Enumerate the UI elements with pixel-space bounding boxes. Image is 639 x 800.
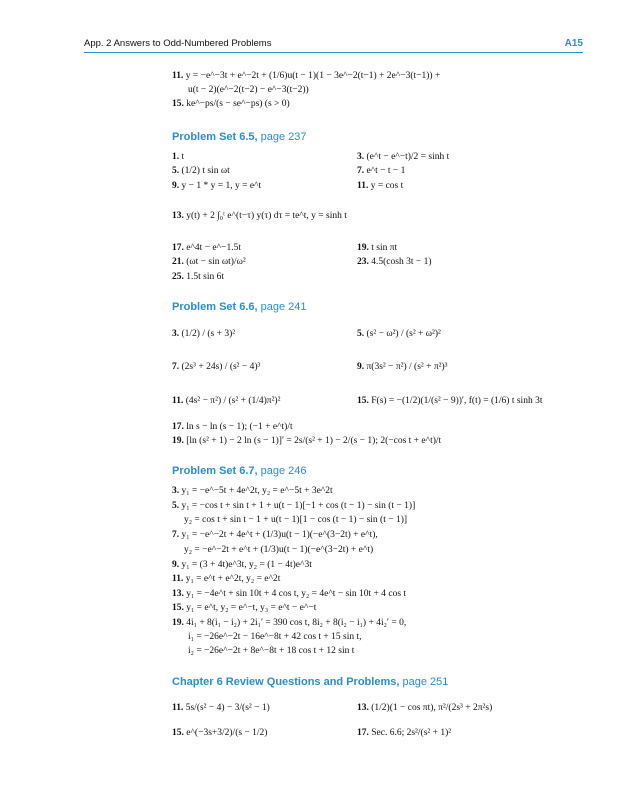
answer: 11. y = −e^−3t + e^−2t + (1/6)u(t − 1)(1 − 3e^−2(t−1) + 2e^−3(t−1)) + — [172, 71, 441, 81]
answer-continued: y₂ = −e^−2t + e^t + (1/3)u(t − 1)(−e^(3−2t) + e^t) — [184, 545, 374, 555]
running-header — [84, 38, 583, 52]
answer: 7. y₁ = −e^−2t + 4e^t + (1/3)u(t − 1)(−e^(3−2t) + e^t), — [172, 530, 378, 540]
answer: 13. y₁ = −4e^t + sin 10t + 4 cos t, y₂ = 4e^t − sin 10t + 4 cos t — [172, 589, 407, 599]
answer: 11. y = cos t — [357, 181, 404, 191]
answer: 3. (e^t − e^−t)/2 = sinh t — [357, 152, 450, 162]
answer: 15. ke^−ps/(s − se^−ps) (s > 0) — [172, 99, 290, 109]
section-heading: Problem Set 6.6, page 241 — [172, 301, 307, 313]
answer: 3. y₁ = −e^−5t + 4e^2t, y₂ = e^−5t + 3e^2t — [172, 486, 333, 496]
answer: 5. (s² − ω²) / (s² + ω²)² — [357, 329, 441, 339]
answer: 13. (1/2)(1 − cos πt), π²/(2s³ + 2π²s) — [357, 703, 493, 713]
answer: 5. y₁ = −cos t + sin t + 1 + u(t − 1)[−1 + cos (t − 1) − sin (t − 1)] — [172, 501, 416, 511]
answer: 9. π(3s² − π²) / (s² + π²)³ — [357, 362, 448, 372]
answer-continued: u(t − 2)(e^−2(t−2) − e^−3(t−2)) — [188, 85, 309, 95]
answer: 25. 1.5t sin 6t — [172, 272, 224, 282]
header-rule — [84, 52, 583, 53]
answer: 19. t sin πt — [357, 243, 398, 253]
answer: 7. e^t − t − 1 — [357, 166, 406, 176]
section-heading: Chapter 6 Review Questions and Problems, page 251 — [172, 676, 449, 688]
answer: 13. y(t) + 2 ∫₀ᵗ e^(t−τ) y(τ) dτ = te^t, y = sinh t — [172, 211, 347, 221]
answer: 15. y₁ = e^t, y₂ = e^−t, y₃ = e^t − e^−t — [172, 603, 317, 613]
answer: 3. (1/2) / (s + 3)² — [172, 329, 236, 339]
answer-continued: i₂ = −26e^−2t + 8e^−8t + 18 cos t + 12 sin t — [188, 646, 355, 656]
answer: 19. [ln (s² + 1) − 2 ln (s − 1)]′ = 2s/(s² + 1) − 2/(s − 1); 2(−cos t + e^t)/t — [172, 436, 442, 446]
answer-continued: i₁ = −26e^−2t − 16e^−8t + 42 cos t + 15 sin t, — [188, 632, 362, 642]
answer: 17. ln s − ln (s − 1); (−1 + e^t)/t — [172, 422, 293, 432]
section-heading: Problem Set 6.5, page 237 — [172, 131, 307, 143]
page-number: A15 — [564, 38, 583, 49]
answer: 17. e^4t − e^−1.5t — [172, 243, 241, 253]
answer: 23. 4.5(cosh 3t − 1) — [357, 257, 432, 267]
answer: 9. y₁ = (3 + 4t)e^3t, y₂ = (1 − 4t)e^3t — [172, 560, 312, 570]
answer: 11. y₁ = e^t + e^2t, y₂ = e^2t — [172, 574, 281, 584]
answer: 19. 4i₁ + 8(i₁ − i₂) + 2i₁′ = 390 cos t, 8i₂ + 8(i₂ − i₁) + 4i₂′ = 0, — [172, 618, 407, 628]
answer: 15. e^(−3s+3/2)/(s − 1/2) — [172, 728, 268, 738]
answer-continued: y₂ = cos t + sin t − 1 + u(t − 1)[1 − cos (t − 1) − sin (t − 1)] — [184, 515, 408, 525]
answer: 1. t — [172, 152, 185, 162]
section-heading: Problem Set 6.7, page 246 — [172, 465, 307, 477]
answer: 15. F(s) = −(1/2)(1/(s² − 9))′, f(t) = (1/6) t sinh 3t — [357, 396, 543, 406]
answer: 11. (4s² − π²) / (s² + (1/4)π²)² — [172, 396, 281, 406]
answer: 5. (1/2) t sin ωt — [172, 166, 230, 176]
answer: 7. (2s³ + 24s) / (s² − 4)³ — [172, 362, 261, 372]
running-header-title: App. 2 Answers to Odd-Numbered Problems — [84, 38, 272, 49]
answer: 17. Sec. 6.6; 2s²/(s² + 1)² — [357, 728, 452, 738]
answer: 21. (ωt − sin ωt)/ω² — [172, 257, 246, 267]
answer: 11. 5s/(s² − 4) − 3/(s² − 1) — [172, 703, 270, 713]
answer: 9. y − 1 * y = 1, y = e^t — [172, 181, 262, 191]
